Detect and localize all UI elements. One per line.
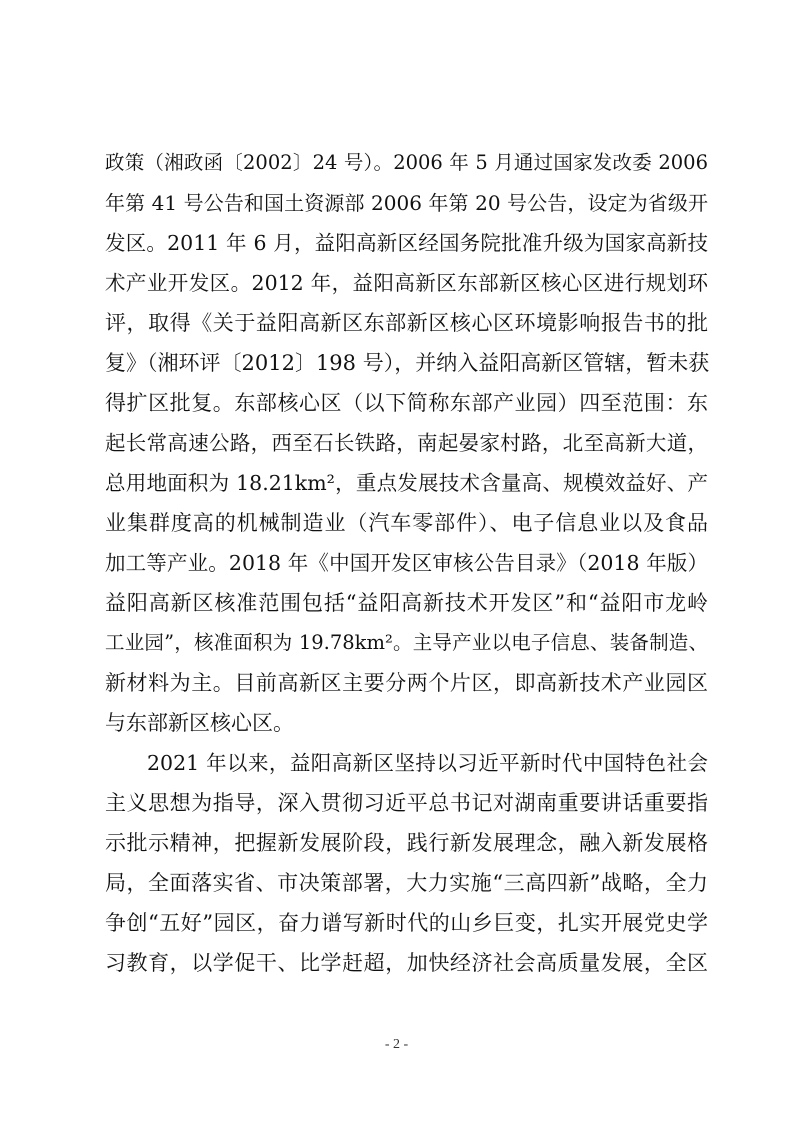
text-line: 与东部新区核心区。 <box>105 711 294 735</box>
text-line: 主义思想为指导，深入贯彻习近平总书记对湖南重要讲话重要指 <box>105 791 708 815</box>
text-line: 术产业开发区。2012 年，益阳高新区东部新区核心区进行规划环 <box>105 271 708 295</box>
body-text <box>105 143 708 983</box>
text-line: 工业园”，核准面积为 19.78km²。主导产业以电子信息、装备制造、 <box>105 631 708 654</box>
text-line: 争创“五好”园区，奋力谱写新时代的山乡巨变，扎实开展党史学 <box>105 911 708 935</box>
text-line: 政策（湘政函〔2002〕24 号）。2006 年 5 月通过国家发改委 2006 <box>105 151 708 174</box>
text-line: 得扩区批复。东部核心区（以下简称东部产业园）四至范围：东 <box>105 391 708 415</box>
text-line: 年第 41 号公告和国土资源部 2006 年第 20 号公告，设定为省级开 <box>105 191 708 215</box>
text-line: 局，全面落实省、市决策部署，大力实施“三高四新”战略，全力 <box>105 871 708 895</box>
paragraph-2 <box>105 743 708 983</box>
text-line: 习教育，以学促干、比学赶超，加快经济社会高质量发展，全区 <box>105 951 708 975</box>
page-number: - 2 - <box>384 1037 409 1052</box>
text-line: 起长常高速公路，西至石长铁路，南起晏家村路，北至高新大道， <box>105 431 708 455</box>
paragraph-1 <box>105 143 708 743</box>
text-line: 加工等产业。2018 年《中国开发区审核公告目录》（2018 年版） <box>105 551 708 575</box>
text-line: 新材料为主。目前高新区主要分两个片区，即高新技术产业园区 <box>105 671 708 695</box>
text-line: 总用地面积为 18.21km²，重点发展技术含量高、规模效益好、产 <box>105 471 708 495</box>
text-line: 益阳高新区核准范围包括“益阳高新技术开发区”和“益阳市龙岭 <box>105 591 708 615</box>
text-line: 示批示精神，把握新发展阶段，践行新发展理念，融入新发展格 <box>105 831 708 855</box>
text-line: 2021 年以来，益阳高新区坚持以习近平新时代中国特色社会 <box>147 751 708 775</box>
text-line: 发区。2011 年 6 月，益阳高新区经国务院批准升级为国家高新技 <box>105 231 708 255</box>
text-line: 业集群度高的机械制造业（汽车零部件）、电子信息业以及食品 <box>105 511 708 535</box>
text-line: 复》（湘环评〔2012〕198 号），并纳入益阳高新区管辖，暂未获 <box>105 351 710 375</box>
text-line: 评，取得《关于益阳高新区东部新区核心区环境影响报告书的批 <box>105 311 708 335</box>
